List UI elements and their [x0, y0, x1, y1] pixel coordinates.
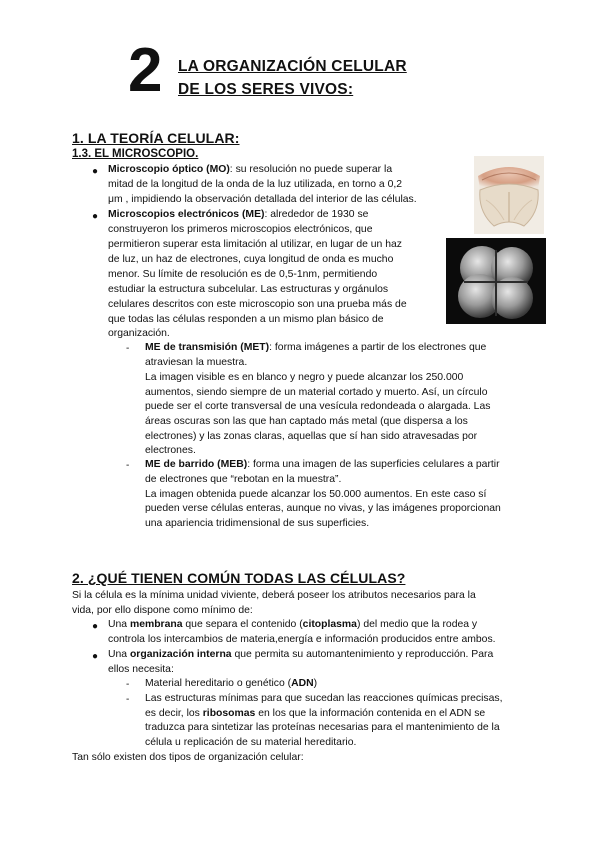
bullet-icon: ●	[92, 211, 99, 222]
ribosomas-term: ribosomas	[202, 708, 256, 719]
dash-icon: -	[126, 679, 130, 690]
membrana-mid: que separa el contenido (	[182, 619, 303, 630]
met-term: ME de transmisión (MET)	[145, 342, 270, 353]
me-text-1: : alrededor de 1930 se	[264, 209, 369, 220]
citoplasma-term: citoplasma	[302, 619, 357, 630]
me-line-3: permitieron superar esta limitación al utilizar, en lugar de un haz	[108, 239, 402, 250]
meb-line-1	[145, 458, 500, 473]
bullet-icon: ●	[92, 166, 99, 177]
met-line-4: aumentos, siendo siempre de un material cortado y muerto. Así, un círculo	[145, 387, 488, 398]
organizacion-line-2: ellos necesita:	[108, 664, 174, 675]
meb-text-1: : forma una imagen de las superficies celulares a partir	[247, 459, 500, 470]
mo-line-3: μm , impidiendo la observación detallada del interior de las células.	[108, 194, 417, 205]
dash-icon: -	[126, 460, 130, 471]
adn-line	[145, 677, 317, 692]
organizacion-line-1	[108, 648, 493, 663]
met-line-6: áreas oscuras son las que han captado más metal (que dispersa a los	[145, 416, 468, 427]
section-1-heading: 1. LA TEORÍA CELULAR:	[72, 130, 240, 146]
me-line-9: organización.	[108, 328, 170, 339]
ribosomas-line-3: traduzca para sintetizar las proteínas necesarias para el mantenimiento de la	[145, 722, 500, 733]
met-line-7: electrones) y las zonas claras, aquellas que sí han sido atravesadas por	[145, 431, 478, 442]
met-line-8: electrones.	[145, 445, 196, 456]
meb-term: ME de barrido (MEB)	[145, 459, 248, 470]
section-2-intro-line-1: Si la célula es la mínima unidad viviente, deberá poseer los atributos necesarios para la	[72, 590, 476, 601]
me-line-2: construyeron los primeros microscopios electrónicos, que	[108, 224, 373, 235]
chapter-title-line-2: DE LOS SERES VIVOS:	[178, 81, 354, 98]
organizacion-pre: Una	[108, 649, 130, 660]
section-2-intro-line-2: vida, por ello dispone como mínimo de:	[72, 605, 253, 616]
me-term: Microscopios electrónicos (ME)	[108, 209, 265, 220]
ribosomas-post: en los que la información contenida en el ADN se	[255, 708, 486, 719]
membrana-pre: Una	[108, 619, 130, 630]
chapter-number: 2	[128, 36, 162, 105]
chapter-title-line-1: LA ORGANIZACIÓN CELULAR	[178, 58, 407, 75]
membrana-term: membrana	[129, 619, 183, 630]
bullet-icon: ●	[92, 651, 99, 662]
meb-line-2: de electrones que “rebotan en la muestra”.	[145, 474, 342, 485]
section-2-heading: 2. ¿QUÉ TIENEN COMÚN TODAS LAS CÉLULAS?	[72, 570, 406, 586]
met-line-2: atraviesan la muestra.	[145, 357, 248, 368]
met-line-3: La imagen visible es en blanco y negro y puede alcanzar los 250.000	[145, 372, 464, 383]
ribosomas-line-1: Las estructuras mínimas para que sucedan las reacciones químicas precisas,	[145, 693, 503, 704]
met-text-1: : forma imágenes a partir de los electrones que	[269, 342, 487, 353]
meb-line-4: pueden verse células enteras, aunque no vivas, y las imágenes proporcionan	[145, 503, 501, 514]
membrana-line-2: controla los intercambios de materia,energía e información producidos entre ambos.	[108, 634, 496, 645]
meb-line-3: La imagen obtenida puede alcanzar los 50.000 aumentos. En este caso sí	[145, 489, 487, 500]
closing-line: Tan sólo existen dos tipos de organización celular:	[72, 752, 304, 763]
ribosomas-line-4: célula u replicación de su material hereditario.	[145, 737, 357, 748]
me-line-4: de luz, un haz de electrones, cuya longitud de onda es mucho	[108, 254, 394, 265]
ribosomas-pre: es decir, los	[145, 708, 203, 719]
optical-micrograph-image	[474, 156, 544, 234]
met-line-1	[145, 341, 486, 356]
adn-post: )	[313, 678, 318, 689]
me-line-1	[108, 208, 368, 223]
adn-term: ADN	[291, 678, 314, 689]
bullet-icon: ●	[92, 621, 99, 632]
meb-line-5: una apariencia tridimensional de sus superficies.	[145, 518, 370, 529]
dash-icon: -	[126, 343, 130, 354]
electron-micrograph-image	[446, 238, 546, 324]
mo-term: Microscopio óptico (MO)	[108, 164, 230, 175]
organizacion-post: que permita su automantenimiento y reproducción. Para	[231, 649, 494, 660]
me-line-8: que todas las células responden a un mismo plan básico de	[108, 314, 384, 325]
dash-icon: -	[126, 694, 130, 705]
met-line-5: puede ser el corte transversal de una vesícula redondeada o alargada. Las	[145, 401, 491, 412]
adn-pre: Material hereditario o genético (	[145, 678, 292, 689]
section-1-3-subheading: 1.3. EL MICROSCOPIO.	[72, 148, 199, 160]
me-line-5: menor. Su límite de resolución es de 0,5-1nm, permitiendo	[108, 269, 378, 280]
ribosomas-line-2	[145, 707, 485, 722]
membrana-line-1	[108, 618, 477, 633]
organizacion-term: organización interna	[129, 649, 232, 660]
mo-line-1	[108, 163, 392, 178]
me-line-7: celulares descritos con este microscopio son una prueba más de	[108, 299, 407, 310]
membrana-post: ) del medio que la rodea y	[356, 619, 478, 630]
me-line-6: estudiar la estructura subcelular. Las estructuras y orgánulos	[108, 284, 389, 295]
mo-line-2: mitad de la longitud de la onda de la luz utilizada, en torno a 0,2	[108, 179, 403, 190]
mo-text-1: : su resolución no puede superar la	[229, 164, 393, 175]
